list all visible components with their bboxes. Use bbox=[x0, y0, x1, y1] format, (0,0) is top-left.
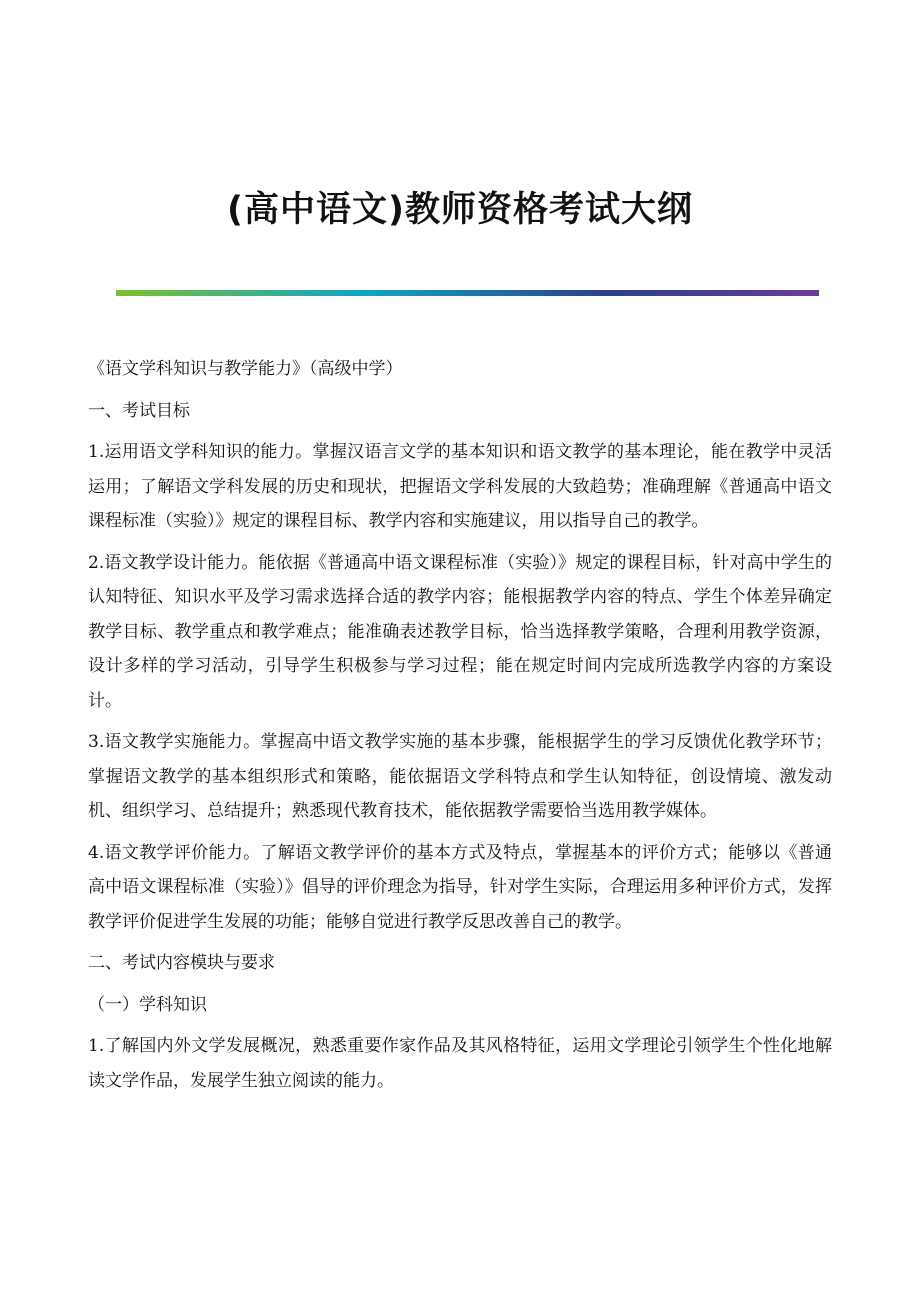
paragraph: 1.运用语文学科知识的能力。掌握汉语言文学的基本知识和语文教学的基本理论，能在教学中灵活运用；了解语文学科发展的历史和现状，把握语文学科发展的大致趋势；准确理解《普通高中语文课程标准（实验）》规定的课程目标、教学内容和实施建议，用以指导自己的教学。 bbox=[88, 442, 832, 531]
paragraph: 3.语文教学实施能力。掌握高中语文教学实施的基本步骤，能根据学生的学习反馈优化教学环节；掌握语文教学的基本组织形式和策略，能依据语文学科特点和学生认知特征，创设情境、激发动机、组织学习、总结提升；熟悉现代教育技术，能依据教学需要恰当选用教学媒体。 bbox=[88, 732, 832, 821]
section-heading: 二、考试内容模块与要求 bbox=[88, 953, 275, 973]
subsection-heading: （一）学科知识 bbox=[88, 994, 207, 1015]
title-divider bbox=[116, 290, 819, 296]
paragraph: 4.语文教学评价能力。了解语文教学评价的基本方式及特点，掌握基本的评价方式；能够以《普通高中语文课程标准（实验）》倡导的评价理念为指导，针对学生实际，合理运用多种评价方式，发挥教学评价促进学生发展的功能；能够自觉进行教学反思改善自己的教学。 bbox=[88, 842, 832, 932]
paragraph: 1.了解国内外文学发展概况，熟悉重要作家作品及其风格特征，运用文学理论引领学生个性化地解读文学作品，发展学生独立阅读的能力。 bbox=[88, 1036, 832, 1091]
document-title: (高中语文)教师资格考试大纲 bbox=[227, 190, 693, 230]
section-heading: 一、考试目标 bbox=[88, 400, 190, 421]
section-subtitle: 《语文学科知识与教学能力》（高级中学） bbox=[88, 359, 403, 379]
paragraph: 2.语文教学设计能力。能依据《普通高中语文课程标准（实验）》规定的课程目标，针对高中学生的认知特征、知识水平及学习需求选择合适的教学内容；能根据教学内容的特点、学生个体差异确定教学目标、教学重点和教学难点；能准确表述教学目标，恰当选择教学策略，合理利用教学资源，设计多样的学习活动，引导学生积极参与学习过程；能在规定时间内完成所选教学内容的方案设计。 bbox=[88, 552, 832, 711]
document-body bbox=[88, 352, 832, 1098]
